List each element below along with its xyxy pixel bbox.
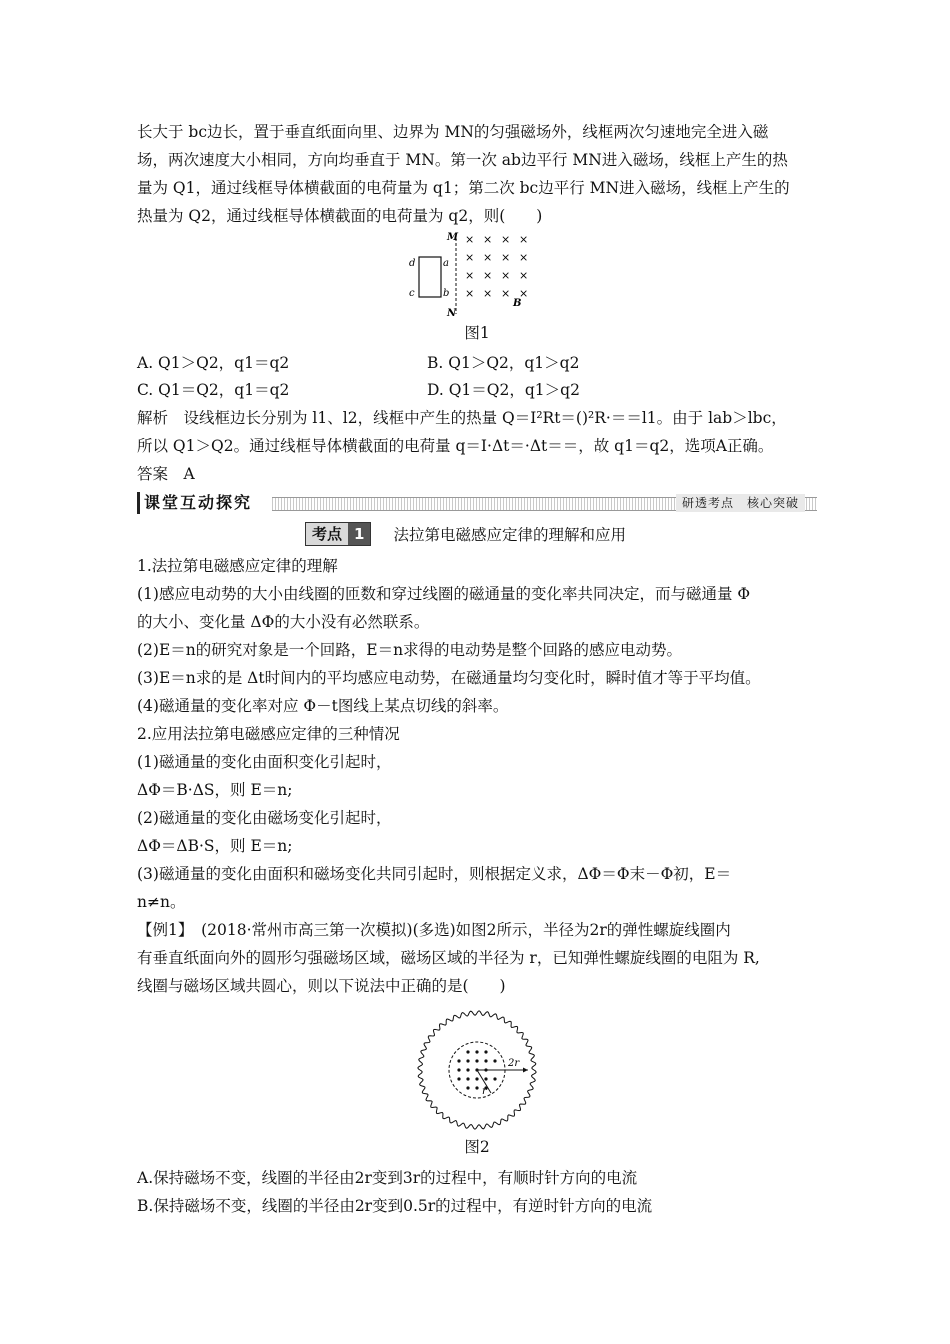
field-dot xyxy=(457,1059,460,1062)
section-banner xyxy=(137,492,817,514)
field-cross: × xyxy=(483,269,493,282)
point-2: (2)E＝n的研究对象是一个回路，E＝n求得的电动势是整个回路的感应电动势。 xyxy=(137,641,683,659)
problem-line-3: 量为 Q1，通过线框导体横截面的电荷量为 q1；第二次 bc边平行 MN进入磁场，线框上产生的 xyxy=(137,179,790,197)
analysis-line-1: 解析 设线框边长分别为 l1、l2，线框中产生的热量 Q＝I²Rt＝()²R·＝＝l1。由于 lab＞lbc， xyxy=(137,409,787,427)
section-title: 课堂互动探究 xyxy=(137,492,258,514)
field-dot xyxy=(466,1077,469,1080)
field-cross: × xyxy=(483,287,493,300)
problem-line-1: 长大于 bc边长，置于垂直纸面向里、边界为 MN的匀强磁场外，线框两次匀速地完全进入磁 xyxy=(137,123,769,141)
option-A: A. Q1＞Q2，q1＝q2 xyxy=(137,354,290,372)
field-dot xyxy=(484,1050,487,1053)
field-cross: × xyxy=(465,287,475,300)
label-2r: 2r xyxy=(508,1058,520,1069)
option-2-B: B.保持磁场不变，线圈的半径由2r变到0.5r的过程中，有逆时针方向的电流 xyxy=(137,1197,653,1215)
field-dot xyxy=(475,1086,478,1089)
case-3b: n≠n。 xyxy=(137,893,186,911)
figure-2-caption: 图2 xyxy=(464,1138,490,1156)
example-line-2: 有垂直纸面向外的圆形匀强磁场区域，磁场区域的半径为 r，已知弹性螺旋线圈的电阻为 R, xyxy=(137,949,760,967)
radius-2r-arrow xyxy=(523,1068,528,1073)
analysis-line-2: 所以 Q1＞Q2。通过线框导体横截面的电荷量 q＝I·Δt＝·Δt＝＝，故 q1＝q2，选项A正确。 xyxy=(137,437,774,455)
magnetic-field-crosses xyxy=(465,233,528,300)
field-dot xyxy=(475,1077,478,1080)
case-2: (2)磁通量的变化由磁场变化引起时， xyxy=(137,809,392,827)
wire-frame xyxy=(419,257,441,297)
label-c: c xyxy=(409,288,415,299)
field-cross: × xyxy=(483,251,493,264)
point-1b: 的大小、变化量 ΔΦ的大小没有必然联系。 xyxy=(137,613,430,631)
point-1a: (1)感应电动势的大小由线圈的匝数和穿过线圈的磁通量的变化率共同决定，而与磁通量 Φ xyxy=(137,585,751,603)
field-dot xyxy=(466,1050,469,1053)
kaodian-number: 1 xyxy=(348,523,370,545)
field-cross: × xyxy=(501,251,511,264)
page-content xyxy=(137,118,817,1220)
figure-1-diagram xyxy=(407,230,547,318)
kaodian-title: 法拉第电磁感应定律的理解和应用 xyxy=(393,526,626,544)
field-dot xyxy=(475,1050,478,1053)
case-2-formula: ΔΦ＝ΔB·S，则 E＝n; xyxy=(137,837,293,855)
label-b: b xyxy=(443,288,450,299)
problem-line-4: 热量为 Q2，通过线框导体横截面的电荷量为 q2，则( ) xyxy=(137,207,543,225)
field-cross: × xyxy=(465,269,475,282)
label-a: a xyxy=(443,258,449,269)
section-subtitle: 研透考点 核心突破 xyxy=(676,494,805,512)
label-N: N xyxy=(447,308,457,318)
field-cross: × xyxy=(465,251,475,264)
label-B: B xyxy=(513,298,522,309)
answer: 答案 A xyxy=(137,465,195,483)
label-M: M xyxy=(447,232,459,243)
label-d: d xyxy=(409,258,416,269)
point-4: (4)磁通量的变化率对应 Φ－t图线上某点切线的斜率。 xyxy=(137,697,509,715)
field-cross: × xyxy=(519,269,529,282)
label-r: r xyxy=(482,1086,487,1097)
field-cross: × xyxy=(519,287,529,300)
field-dot xyxy=(466,1086,469,1089)
field-cross: × xyxy=(465,233,475,246)
field-cross: × xyxy=(519,233,529,246)
problem-line-2: 场，两次速度大小相同，方向均垂直于 MN。第一次 ab边平行 MN进入磁场，线框上产生的热 xyxy=(137,151,788,169)
field-dot xyxy=(466,1059,469,1062)
example-line-3: 线圈与磁场区域共圆心，则以下说法中正确的是( ) xyxy=(137,977,506,995)
case-1-formula: ΔΦ＝B·ΔS，则 E＝n; xyxy=(137,781,293,799)
figure-1-caption: 图1 xyxy=(464,324,490,342)
field-dot xyxy=(493,1077,496,1080)
options-1 xyxy=(137,350,817,404)
field-dot xyxy=(466,1068,469,1071)
field-dot xyxy=(457,1068,460,1071)
figure-1 xyxy=(137,230,817,318)
heading-2: 2.应用法拉第电磁感应定律的三种情况 xyxy=(137,725,400,743)
field-dot xyxy=(484,1077,487,1080)
heading-1: 1.法拉第电磁感应定律的理解 xyxy=(137,557,338,575)
kaodian-heading xyxy=(305,522,817,546)
option-2-A: A.保持磁场不变，线圈的半径由2r变到3r的过程中，有顺时针方向的电流 xyxy=(137,1169,638,1187)
kaodian-label: 考点 xyxy=(306,523,348,545)
field-dot xyxy=(484,1059,487,1062)
field-dot xyxy=(475,1059,478,1062)
figure-2-diagram xyxy=(412,1008,542,1132)
field-cross: × xyxy=(519,251,529,264)
field-cross: × xyxy=(483,233,493,246)
field-cross: × xyxy=(501,287,511,300)
field-cross: × xyxy=(501,269,511,282)
kaodian-tag xyxy=(305,522,371,546)
field-dot xyxy=(493,1059,496,1062)
option-B: B. Q1＞Q2，q1＞q2 xyxy=(427,354,580,372)
case-3a: (3)磁通量的变化由面积和磁场变化共同引起时，则根据定义求，ΔΦ＝Φ末－Φ初，E＝ xyxy=(137,865,732,883)
option-C: C. Q1＝Q2，q1＝q2 xyxy=(137,381,290,399)
option-D: D. Q1＝Q2，q1＞q2 xyxy=(427,381,580,399)
field-dot xyxy=(457,1077,460,1080)
example-line-1: 【例1】 (2018·常州市高三第一次模拟)(多选)如图2所示，半径为2r的弹性螺旋线圈内 xyxy=(137,921,731,939)
figure-2 xyxy=(137,1008,817,1132)
case-1: (1)磁通量的变化由面积变化引起时， xyxy=(137,753,392,771)
field-cross: × xyxy=(501,233,511,246)
point-3: (3)E＝n求的是 Δt时间内的平均感应电动势，在磁通量均匀变化时，瞬时值才等于平均值。 xyxy=(137,669,761,687)
